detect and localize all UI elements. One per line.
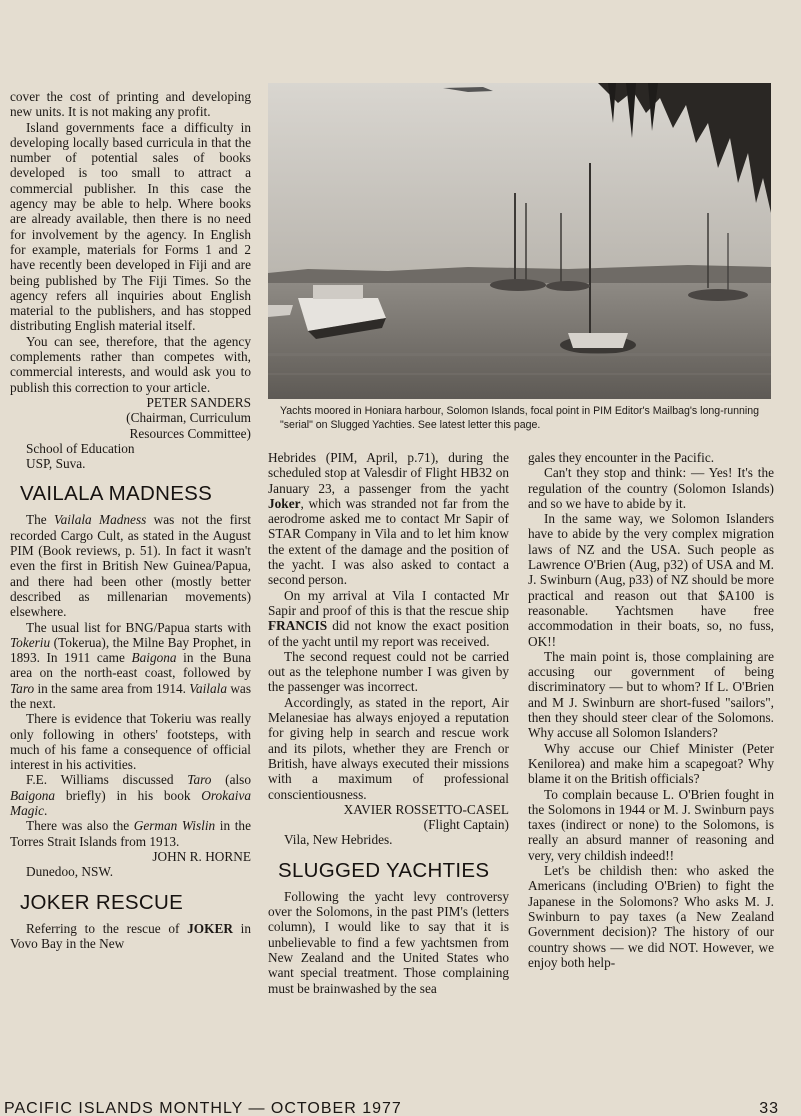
signature-address: USP, Suva.: [26, 456, 86, 472]
signature-title: (Chairman, Curriculum: [126, 410, 251, 426]
heading-slugged-yachties: SLUGGED YACHTIES: [278, 858, 490, 882]
letter-paragraph: Island governments face a difficulty in developing locally based curricula in that the number of potential sales of books developed is too small to attract a commercial publisher. In this case the agency may be able to help. Where books are already available, then there is no need for involvement by the agency. In English for example, materials for Forms 1 and 2 have recently been developed in Fiji and are being published by The Fiji Times. So the agency refers all inquiries about English material to the publishers, and has stopped distributing English material itself.: [10, 119, 251, 334]
letter-paragraph: The usual list for BNG/Papua starts with Tokeriu (Tokerua), the Milne Bay Prophet, in 1893. In 1911 came Baigona in the Buna area on the north-east coast, followed by Taro in the same area from 1914. Vailala was the next.: [10, 619, 251, 711]
letter-paragraph: F.E. Williams discussed Taro (also Baigona briefly) in his book Orokaiva Magic.: [10, 772, 252, 819]
letter-paragraph: To complain because L. O'Brien fought in the Solomons in 1944 or M. J. Swinburn pays taxes (indirect or none) to the Solomons, is really an absurd manner of reasoning and very, very childish indeed!!: [528, 786, 774, 863]
letter-paragraph: Hebrides (PIM, April, p.71), during the scheduled stop at Valesdir of Flight HB32 on January 23, a passenger from the yacht Joker, which was stranded not far from the aerodrome asked me to contact Mr Sapir of STAR Company in Vila and to let him know the extent of the damage and the position of the yacht. I was also asked to contact a second person.: [268, 450, 509, 588]
harbour-photo: [268, 83, 771, 399]
signature-name: JOHN R. HORNE: [152, 848, 251, 864]
heading-joker-rescue: JOKER RESCUE: [20, 890, 184, 914]
signature-title: Resources Committee): [129, 425, 251, 441]
signature-title: (Flight Captain): [423, 817, 509, 833]
column-right: [528, 450, 774, 970]
heading-vailala-madness: VAILALA MADNESS: [20, 482, 213, 506]
page-number: 33: [759, 1100, 779, 1116]
signature-address: School of Education: [26, 440, 135, 456]
signature-address: Vila, New Hebrides.: [284, 832, 393, 848]
letter-paragraph: Following the yacht levy controversy over the Solomons, in the past PIM's (letters column), I would like to say that it is unbelievable to find a few yachtsmen from New Zealand and the United States who want special treatment. Those complaining must be brainwashed by the sea: [268, 888, 509, 996]
letter-paragraph: cover the cost of printing and developing new units. It is not making any profit.: [10, 89, 251, 120]
letter-paragraph: On my arrival at Vila I contacted Mr Sapir and proof of this is that the rescue ship FRANCIS did not know the exact position of the yacht until my report was received.: [268, 587, 509, 649]
joker-p1-continued-note: in Vovo Bay in the New: [10, 920, 251, 951]
publication-title: PACIFIC ISLANDS MONTHLY — OCTOBER 1977: [4, 1100, 402, 1116]
signature-name: PETER SANDERS: [146, 394, 251, 410]
signature-name: XAVIER ROSSETTO-CASEL: [343, 801, 509, 817]
page-footer: [4, 1100, 799, 1116]
letter-paragraph: The second request could not be carried out as the telephone number I was given by the passenger was incorrect.: [268, 648, 509, 695]
letter-paragraph: Can't they stop and think: — Yes! It's the regulation of the country (Solomon Islands) and so we have to abide by it.: [528, 465, 774, 511]
photo-caption: Yachts moored in Honiara harbour, Solomon Islands, focal point in PIM Editor's Mailbag's long-running "serial" on Slugged Yachties. See latest letter this page.: [280, 405, 760, 431]
letter-paragraph: Accordingly, as stated in the report, Air Melanesiae has always enjoyed a reputation for giving help in search and rescue work and its pilots, whether they are French or British, have always executed their missions with a maximum of professional conscientiousness.: [268, 694, 509, 802]
signature-address: Dunedoo, NSW.: [26, 864, 114, 880]
letter-paragraph: The Vailala Madness was not the first recorded Cargo Cult, as stated in the August PIM (Book reviews, p. 51). In fact it wasn't even the first in British New Guinea/Papua, and there had been other (mostly better described as millenarian movements) elsewhere.: [10, 512, 251, 620]
letter-paragraph: Let's be childish then: who asked the Americans (including O'Brien) to fight the Japanese in the Solomons? Who asks M. J. Swinburn to pay taxes (a New Zealand Government decision)? The history of our country shows — we did NOT. However, we enjoy both help-: [528, 863, 774, 970]
letter-paragraph: There was also the German Wislin in the Torres Strait Islands from 1913.: [10, 818, 251, 849]
column-middle: [268, 450, 509, 996]
letter-paragraph: gales they encounter in the Pacific.: [528, 450, 715, 465]
letter-paragraph: You can see, therefore, that the agency complements rather than competes with, commercial interests, and would ask you to publish this correction to your article.: [10, 333, 251, 395]
letter-paragraph: Referring to the rescue of JOKER in Vovo Bay in the New: [10, 920, 251, 951]
letter-paragraph: Why accuse our Chief Minister (Peter Kenilorea) and make him a scapegoat? Why blame it on the British officials?: [528, 740, 774, 787]
letter-paragraph: The main point is, those complaining are accusing our government of being discriminatory — but to whom? If L. O'Brien and M J. Swinburn are short-fused "sailors", then they should steer clear of the Solomons. Why accuse all Solomon Islanders?: [528, 648, 774, 741]
column-left: [10, 89, 251, 951]
letter-paragraph: In the same way, we Solomon Islanders have to abide by the very complex migration laws of NZ and the USA. Such people as Lawrence O'Brien (Aug, p32) of USA and M. J. Swinburn (Aug, p33) of NZ should be more practical and reason out that $A100 is reasonable. Yachtsmen have free accommodation in their boats, so, no fuss, OK!!: [528, 511, 774, 649]
letter-paragraph: There is evidence that Tokeriu was really only following in others' footsteps, with much of his fame a consequence of official interest in his activities.: [10, 711, 251, 773]
